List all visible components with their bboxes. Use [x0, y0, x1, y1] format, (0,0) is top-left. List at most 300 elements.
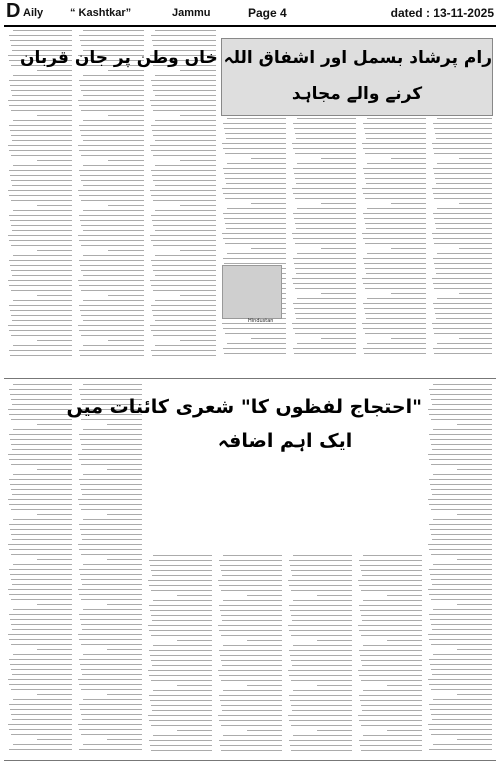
text-line — [150, 235, 216, 236]
text-line — [359, 675, 422, 676]
text-line — [431, 419, 492, 420]
text-line — [251, 158, 286, 159]
text-line — [153, 110, 216, 111]
text-line — [289, 630, 352, 631]
text-line — [359, 605, 422, 606]
text-line — [13, 30, 72, 31]
text-line — [359, 630, 422, 631]
article-headline: "احتجاج لفظوں کا" شعری کائنات میں — [66, 396, 422, 418]
text-line — [152, 665, 212, 666]
text-line — [108, 250, 144, 251]
text-line — [387, 640, 422, 641]
text-line — [429, 549, 492, 550]
text-line — [9, 729, 72, 730]
text-line — [219, 585, 282, 586]
text-line — [37, 424, 72, 425]
text-line — [247, 730, 282, 731]
text-line — [362, 575, 422, 576]
text-line — [292, 278, 356, 279]
text-line — [11, 734, 72, 735]
text-line — [222, 575, 282, 576]
text-line — [225, 178, 286, 179]
article-headline-box — [19, 38, 493, 116]
text-line — [177, 595, 212, 596]
text-line — [155, 95, 216, 96]
text-line — [363, 303, 426, 304]
text-line — [13, 345, 72, 346]
text-line — [288, 625, 352, 626]
text-line — [292, 143, 356, 144]
text-column — [358, 555, 422, 754]
text-line — [433, 564, 492, 565]
text-line — [297, 253, 356, 254]
text-line — [9, 549, 72, 550]
text-line — [288, 670, 352, 671]
text-line — [9, 350, 72, 351]
text-line — [296, 138, 356, 139]
text-line — [358, 715, 422, 716]
text-column — [8, 30, 72, 360]
text-line — [293, 555, 352, 556]
text-line — [107, 739, 142, 740]
text-line — [365, 223, 426, 224]
text-line — [365, 133, 426, 134]
text-line — [363, 123, 426, 124]
text-line — [155, 320, 216, 321]
text-line — [155, 75, 216, 76]
text-line — [150, 190, 216, 191]
text-line — [363, 193, 426, 194]
text-line — [11, 419, 72, 420]
text-line — [79, 260, 144, 261]
text-line — [457, 649, 492, 650]
text-line — [151, 660, 212, 661]
text-line — [80, 130, 144, 131]
text-line — [289, 605, 352, 606]
text-line — [81, 155, 144, 156]
text-line — [12, 629, 72, 630]
text-line — [151, 680, 212, 681]
text-line — [9, 524, 72, 525]
text-column — [288, 555, 352, 754]
text-line — [432, 404, 492, 405]
text-line — [177, 685, 212, 686]
text-line — [457, 694, 492, 695]
text-line — [151, 330, 216, 331]
text-line — [152, 710, 212, 711]
text-line — [79, 350, 144, 351]
text-line — [9, 414, 72, 415]
text-line — [108, 295, 144, 296]
text-line — [223, 555, 282, 556]
text-line — [365, 333, 426, 334]
article-headline-line2: ایک اہم اضافہ — [217, 430, 353, 452]
text-line — [78, 235, 144, 236]
text-line — [360, 745, 422, 746]
text-line — [364, 218, 426, 219]
text-line — [428, 454, 492, 455]
text-line — [321, 248, 356, 249]
text-line — [437, 118, 492, 119]
news-photo — [222, 265, 282, 319]
text-line — [290, 655, 352, 656]
text-line — [80, 355, 144, 356]
text-line — [227, 208, 286, 209]
text-column — [362, 118, 426, 360]
text-line — [12, 674, 72, 675]
text-line — [363, 690, 422, 691]
text-line — [435, 133, 492, 134]
text-line — [363, 258, 426, 259]
text-line — [459, 293, 492, 294]
text-line — [293, 328, 356, 329]
text-line — [9, 639, 72, 640]
text-line — [80, 574, 142, 575]
text-line — [359, 740, 422, 741]
text-line — [219, 560, 282, 561]
text-line — [433, 123, 492, 124]
text-line — [361, 725, 422, 726]
text-line — [429, 729, 492, 730]
text-line — [363, 348, 426, 349]
text-line — [81, 45, 144, 46]
text-line — [459, 338, 492, 339]
text-line — [289, 695, 352, 696]
text-line — [391, 248, 426, 249]
text-line — [83, 384, 142, 385]
text-line — [83, 95, 144, 96]
text-line — [8, 589, 72, 590]
text-line — [13, 474, 72, 475]
text-line — [83, 75, 144, 76]
text-line — [220, 745, 282, 746]
text-line — [9, 285, 72, 286]
text-line — [434, 218, 492, 219]
text-line — [225, 153, 286, 154]
text-line — [79, 240, 144, 241]
text-line — [180, 295, 216, 296]
text-line — [434, 128, 492, 129]
text-line — [224, 218, 286, 219]
text-line — [457, 604, 492, 605]
text-line — [9, 150, 72, 151]
text-line — [362, 143, 426, 144]
text-line — [37, 340, 72, 341]
text-line — [8, 724, 72, 725]
text-line — [152, 620, 212, 621]
text-line — [81, 579, 142, 580]
text-line — [9, 80, 72, 81]
masthead-daily: Aily — [23, 7, 44, 19]
text-line — [433, 283, 492, 284]
text-line — [8, 100, 72, 101]
text-line — [13, 519, 72, 520]
text-line — [79, 569, 142, 570]
text-line — [81, 180, 144, 181]
text-line — [177, 730, 212, 731]
text-line — [227, 163, 286, 164]
text-line — [225, 243, 286, 244]
text-line — [218, 625, 282, 626]
text-line — [151, 705, 212, 706]
text-line — [9, 504, 72, 505]
text-line — [222, 710, 282, 711]
text-line — [37, 559, 72, 560]
text-line — [295, 153, 356, 154]
text-line — [81, 734, 142, 735]
text-line — [8, 325, 72, 326]
text-line — [79, 150, 144, 151]
text-line — [81, 200, 144, 201]
text-line — [8, 499, 72, 500]
text-line — [219, 630, 282, 631]
text-line — [293, 213, 356, 214]
text-line — [291, 750, 352, 751]
text-line — [151, 195, 216, 196]
text-line — [151, 80, 216, 81]
text-line — [219, 740, 282, 741]
text-line — [155, 230, 216, 231]
text-line — [431, 714, 492, 715]
text-line — [363, 283, 426, 284]
text-line — [364, 128, 426, 129]
text-line — [223, 645, 282, 646]
text-line — [429, 659, 492, 660]
text-line — [293, 238, 356, 239]
text-line — [155, 210, 216, 211]
text-line — [429, 479, 492, 480]
text-line — [428, 679, 492, 680]
text-line — [149, 650, 212, 651]
text-line — [433, 519, 492, 520]
text-line — [296, 318, 356, 319]
text-line — [81, 554, 142, 555]
text-line — [80, 40, 144, 41]
text-line — [9, 125, 72, 126]
text-line — [431, 669, 492, 670]
text-line — [365, 178, 426, 179]
text-line — [436, 183, 492, 184]
text-line — [432, 143, 492, 144]
text-line — [81, 135, 144, 136]
text-line — [9, 215, 72, 216]
text-line — [108, 205, 144, 206]
text-line — [82, 494, 142, 495]
text-line — [9, 105, 72, 106]
text-line — [459, 158, 492, 159]
text-line — [221, 635, 282, 636]
text-line — [387, 595, 422, 596]
text-line — [10, 85, 72, 86]
text-line — [79, 125, 144, 126]
text-line — [457, 424, 492, 425]
text-line — [225, 333, 286, 334]
text-line — [10, 175, 72, 176]
text-line — [317, 640, 352, 641]
text-column — [292, 118, 356, 360]
text-line — [80, 484, 142, 485]
text-line — [153, 315, 216, 316]
text-line — [290, 565, 352, 566]
text-line — [10, 484, 72, 485]
text-line — [433, 213, 492, 214]
text-line — [83, 30, 144, 31]
text-line — [293, 303, 356, 304]
text-line — [297, 163, 356, 164]
text-line — [247, 595, 282, 596]
text-line — [9, 330, 72, 331]
text-column — [432, 118, 492, 360]
text-line — [364, 353, 426, 354]
text-line — [291, 680, 352, 681]
text-line — [434, 173, 492, 174]
text-line — [78, 634, 142, 635]
text-line — [360, 565, 422, 566]
text-line — [153, 225, 216, 226]
text-line — [80, 709, 142, 710]
text-line — [153, 290, 216, 291]
text-line — [150, 745, 212, 746]
text-line — [149, 585, 212, 586]
text-line — [219, 720, 282, 721]
text-line — [292, 188, 356, 189]
text-line — [153, 180, 216, 181]
text-line — [227, 253, 286, 254]
text-line — [8, 145, 72, 146]
text-line — [429, 614, 492, 615]
text-line — [222, 143, 286, 144]
text-line — [223, 193, 286, 194]
text-line — [12, 275, 72, 276]
text-line — [11, 714, 72, 715]
text-line — [358, 580, 422, 581]
text-line — [391, 293, 426, 294]
text-line — [220, 700, 282, 701]
text-line — [363, 213, 426, 214]
text-line — [79, 549, 142, 550]
text-line — [367, 298, 426, 299]
text-line — [151, 570, 212, 571]
text-line — [83, 140, 144, 141]
text-line — [80, 394, 142, 395]
text-line — [223, 258, 286, 259]
text-line — [9, 195, 72, 196]
text-line — [13, 564, 72, 565]
text-line — [432, 233, 492, 234]
text-line — [150, 610, 212, 611]
text-line — [81, 644, 142, 645]
text-line — [428, 409, 492, 410]
text-line — [81, 315, 144, 316]
text-line — [437, 343, 492, 344]
text-line — [83, 429, 142, 430]
text-line — [78, 100, 144, 101]
text-line — [435, 223, 492, 224]
text-line — [361, 660, 422, 661]
text-line — [224, 353, 286, 354]
text-line — [289, 560, 352, 561]
text-line — [321, 158, 356, 159]
text-line — [13, 654, 72, 655]
text-line — [428, 499, 492, 500]
text-line — [148, 715, 212, 716]
text-line — [9, 594, 72, 595]
text-line — [295, 333, 356, 334]
text-line — [12, 449, 72, 450]
text-line — [151, 240, 216, 241]
text-line — [221, 590, 282, 591]
text-line — [152, 40, 216, 41]
text-line — [437, 298, 492, 299]
text-line — [79, 285, 144, 286]
text-line — [11, 464, 72, 465]
text-line — [107, 514, 142, 515]
text-line — [11, 110, 72, 111]
text-line — [149, 720, 212, 721]
text-line — [9, 459, 72, 460]
section-divider — [4, 378, 496, 379]
text-line — [82, 719, 142, 720]
text-line — [295, 133, 356, 134]
text-line — [9, 749, 72, 750]
text-line — [81, 245, 144, 246]
text-line — [225, 223, 286, 224]
text-line — [297, 298, 356, 299]
text-line — [79, 35, 144, 36]
text-line — [295, 178, 356, 179]
text-line — [428, 589, 492, 590]
text-line — [436, 228, 492, 229]
text-line — [432, 449, 492, 450]
text-line — [430, 439, 492, 440]
text-line — [297, 208, 356, 209]
text-line — [222, 620, 282, 621]
text-line — [177, 640, 212, 641]
text-line — [8, 190, 72, 191]
text-line — [294, 263, 356, 264]
text-line — [37, 160, 72, 161]
text-line — [431, 464, 492, 465]
issue-date: dated : 13-11-2025 — [390, 6, 494, 20]
text-line — [220, 565, 282, 566]
text-line — [359, 720, 422, 721]
text-line — [11, 200, 72, 201]
text-line — [433, 609, 492, 610]
text-line — [433, 348, 492, 349]
text-line — [391, 158, 426, 159]
text-line — [149, 740, 212, 741]
text-line — [288, 580, 352, 581]
text-line — [37, 70, 72, 71]
text-line — [82, 584, 142, 585]
text-line — [363, 168, 426, 169]
text-line — [151, 725, 212, 726]
text-line — [155, 165, 216, 166]
text-line — [251, 338, 286, 339]
text-line — [431, 644, 492, 645]
text-line — [434, 353, 492, 354]
text-line — [180, 250, 216, 251]
text-line — [428, 724, 492, 725]
text-line — [11, 689, 72, 690]
text-line — [429, 684, 492, 685]
text-line — [107, 604, 142, 605]
text-line — [362, 323, 426, 324]
text-line — [432, 494, 492, 495]
text-line — [430, 529, 492, 530]
text-line — [391, 203, 426, 204]
text-line — [11, 599, 72, 600]
